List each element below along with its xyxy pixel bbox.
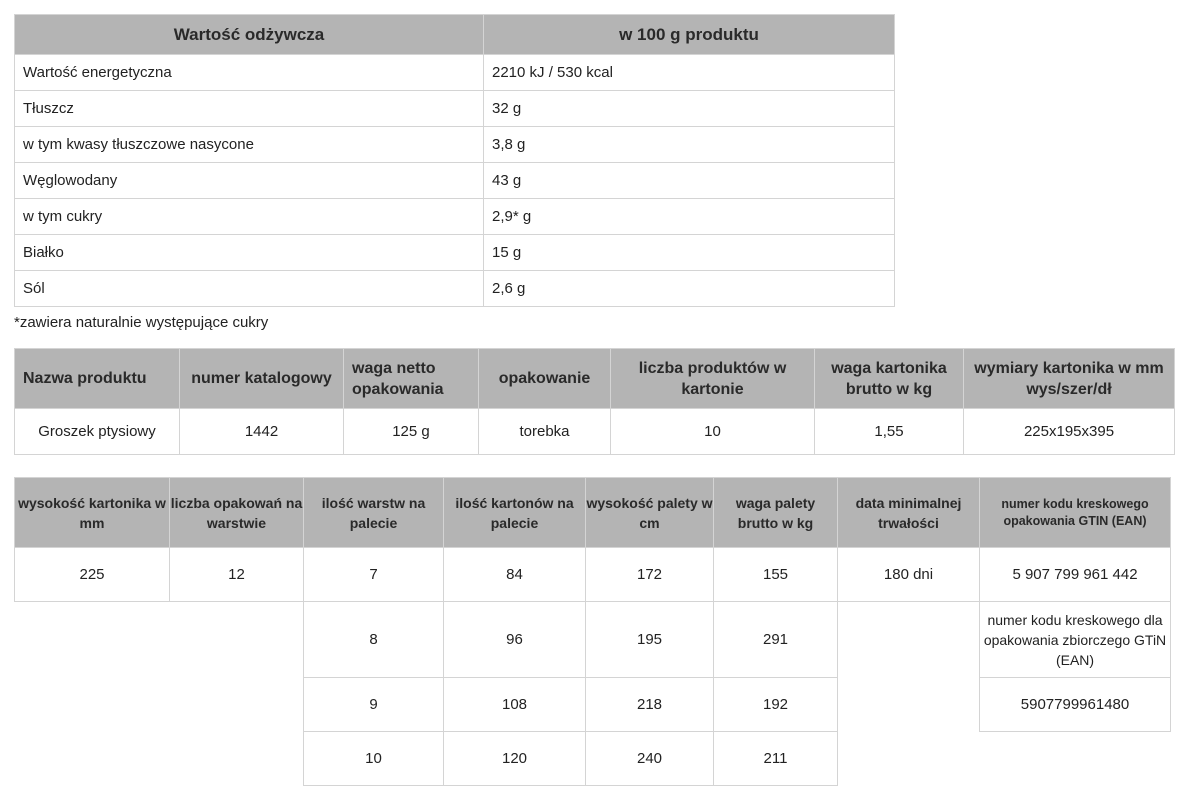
cartons-per-pallet: 96 xyxy=(444,602,586,678)
logistics-header-cell: wysokość palety w cm xyxy=(586,478,714,548)
empty-cell xyxy=(15,678,170,732)
carton-height: 225 xyxy=(15,548,170,602)
nutrient-value: 43 g xyxy=(484,163,895,199)
nutrient-value: 2,6 g xyxy=(484,271,895,307)
nutrition-row xyxy=(15,163,895,199)
nutrient-name: Węglowodany xyxy=(15,163,484,199)
nutrition-header-row xyxy=(15,15,895,55)
product-header-cell: waga netto opakowania xyxy=(344,349,479,409)
nutrition-row xyxy=(15,271,895,307)
pallet-height: 240 xyxy=(586,732,714,786)
layers-per-pallet: 10 xyxy=(304,732,444,786)
nutrition-header-cell: Wartość odżywcza xyxy=(15,15,484,55)
logistics-header-cell: data minimalnej trwałości xyxy=(838,478,980,548)
net-weight: 125 g xyxy=(344,409,479,455)
layers-per-pallet: 8 xyxy=(304,602,444,678)
empty-cell xyxy=(838,602,980,678)
empty-cell xyxy=(170,732,304,786)
ean-bulk-label: numer kodu kreskowego dla opakowania zbiorczego GTiN (EAN) xyxy=(980,602,1171,678)
nutrient-name: w tym kwasy tłuszczowe nasycone xyxy=(15,127,484,163)
logistics-header-row xyxy=(15,478,1171,548)
logistics-header-cell: ilość warstw na palecie xyxy=(304,478,444,548)
logistics-table xyxy=(14,477,1171,786)
pallet-gross-weight: 192 xyxy=(714,678,838,732)
product-header-cell: wymiary kartonika w mm wys/szer/dł xyxy=(964,349,1175,409)
logistics-header-cell: ilość kartonów na palecie xyxy=(444,478,586,548)
ean-code: 5 907 799 961 442 xyxy=(980,548,1171,602)
nutrition-row xyxy=(15,55,895,91)
empty-cell xyxy=(15,732,170,786)
logistics-header-cell: waga palety brutto w kg xyxy=(714,478,838,548)
pallet-gross-weight: 291 xyxy=(714,602,838,678)
shelf-life: 180 dni xyxy=(838,548,980,602)
carton-dimensions: 225x195x395 xyxy=(964,409,1175,455)
product-header-cell: numer katalogowy xyxy=(180,349,344,409)
product-name: Groszek ptysiowy xyxy=(15,409,180,455)
empty-cell xyxy=(838,678,980,732)
nutrient-value: 3,8 g xyxy=(484,127,895,163)
product-header-row xyxy=(15,349,1175,409)
nutrition-header-cell: w 100 g produktu xyxy=(484,15,895,55)
cartons-per-pallet: 84 xyxy=(444,548,586,602)
layers-per-pallet: 7 xyxy=(304,548,444,602)
layers-per-pallet: 9 xyxy=(304,678,444,732)
pallet-gross-weight: 155 xyxy=(714,548,838,602)
packs-per-layer: 12 xyxy=(170,548,304,602)
nutrient-name: Tłuszcz xyxy=(15,91,484,127)
logistics-row xyxy=(15,602,1171,678)
carton-gross-weight: 1,55 xyxy=(815,409,964,455)
nutrition-row xyxy=(15,127,895,163)
empty-cell xyxy=(15,602,170,678)
logistics-header-cell: wysokość kartonika w mm xyxy=(15,478,170,548)
cartons-per-pallet: 120 xyxy=(444,732,586,786)
pallet-gross-weight: 211 xyxy=(714,732,838,786)
pallet-height: 172 xyxy=(586,548,714,602)
logistics-row xyxy=(15,732,1171,786)
product-header-cell: waga kartonika brutto w kg xyxy=(815,349,964,409)
product-table xyxy=(14,348,1175,455)
nutrition-row xyxy=(15,91,895,127)
product-header-cell: Nazwa produktu xyxy=(15,349,180,409)
packaging: torebka xyxy=(479,409,611,455)
nutrient-name: w tym cukry xyxy=(15,199,484,235)
nutrient-name: Białko xyxy=(15,235,484,271)
nutrition-table xyxy=(14,14,895,307)
nutrition-row xyxy=(15,199,895,235)
products-per-carton: 10 xyxy=(611,409,815,455)
product-row xyxy=(15,409,1175,455)
empty-cell xyxy=(170,678,304,732)
nutrition-footnote: *zawiera naturalnie występujące cukry xyxy=(14,314,269,331)
nutrition-row xyxy=(15,235,895,271)
pallet-height: 218 xyxy=(586,678,714,732)
empty-cell xyxy=(838,732,980,786)
nutrient-value: 15 g xyxy=(484,235,895,271)
logistics-row xyxy=(15,678,1171,732)
logistics-header-cell: liczba opakowań na warstwie xyxy=(170,478,304,548)
nutrient-value: 2,9* g xyxy=(484,199,895,235)
empty-cell xyxy=(170,602,304,678)
nutrient-value: 2210 kJ / 530 kcal xyxy=(484,55,895,91)
catalog-number: 1442 xyxy=(180,409,344,455)
ean-bulk-code: 5907799961480 xyxy=(980,678,1171,732)
pallet-height: 195 xyxy=(586,602,714,678)
logistics-header-cell: numer kodu kreskowego opakowania GTIN (EAN) xyxy=(980,478,1171,548)
nutrient-name: Sól xyxy=(15,271,484,307)
nutrient-value: 32 g xyxy=(484,91,895,127)
empty-cell xyxy=(980,732,1171,786)
product-header-cell: liczba produktów w kartonie xyxy=(611,349,815,409)
cartons-per-pallet: 108 xyxy=(444,678,586,732)
logistics-row xyxy=(15,548,1171,602)
nutrient-name: Wartość energetyczna xyxy=(15,55,484,91)
product-header-cell: opakowanie xyxy=(479,349,611,409)
